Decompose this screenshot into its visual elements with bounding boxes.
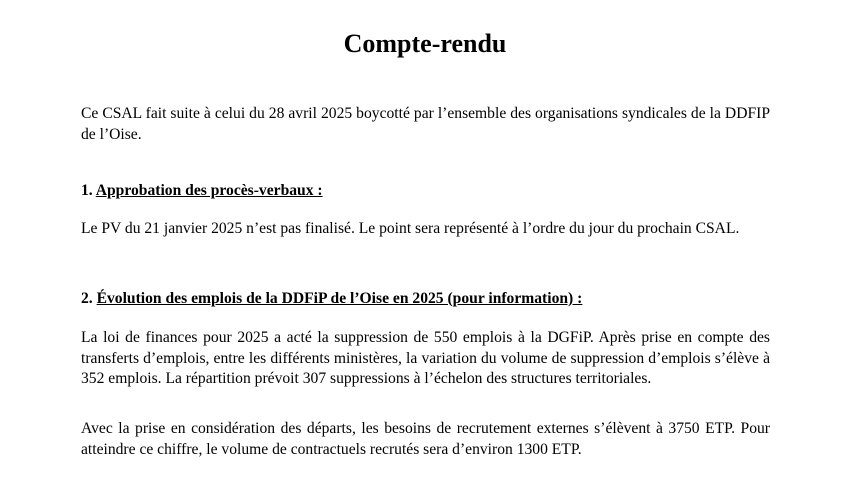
section-1-title: Approbation des procès-verbaux : xyxy=(95,182,323,199)
section-1-number: 1. xyxy=(81,182,93,199)
section-1-heading xyxy=(81,181,770,202)
intro-paragraph: Ce CSAL fait suite à celui du 28 avril 2025 boycotté par l’ensemble des organisations syndicales de la DDFIP de l’Oise. xyxy=(81,105,770,143)
section-2-title: Évolution des emplois de la DDFiP de l’Oise en 2025 (pour information) : xyxy=(96,290,583,307)
section-2-heading xyxy=(81,289,770,310)
section-2-number: 2. xyxy=(81,290,93,307)
section-1-paragraph: Le PV du 21 janvier 2025 n’est pas finalisé. Le point sera représenté à l’ordre du jour du prochain CSAL. xyxy=(81,220,740,237)
section-2-paragraph-1: La loi de finances pour 2025 a acté la suppression de 550 emplois à la DGFiP. Après prise en compte des transferts d’emplois, entre les différents ministères, la variation du volume de suppression d’emplois s’élève à 352 emplois. La répartition prévoit 307 suppressions à l’échelon des structures territoriales. xyxy=(81,329,770,387)
section-2-paragraph-2: Avec la prise en considération des départs, les besoins de recrutement externes s’élèvent à 3750 ETP. Pour atteindre ce chiffre, le volume de contractuels recrutés sera d’environ 1300 ETP. xyxy=(81,420,770,458)
document-title: Compte-rendu xyxy=(343,29,507,58)
